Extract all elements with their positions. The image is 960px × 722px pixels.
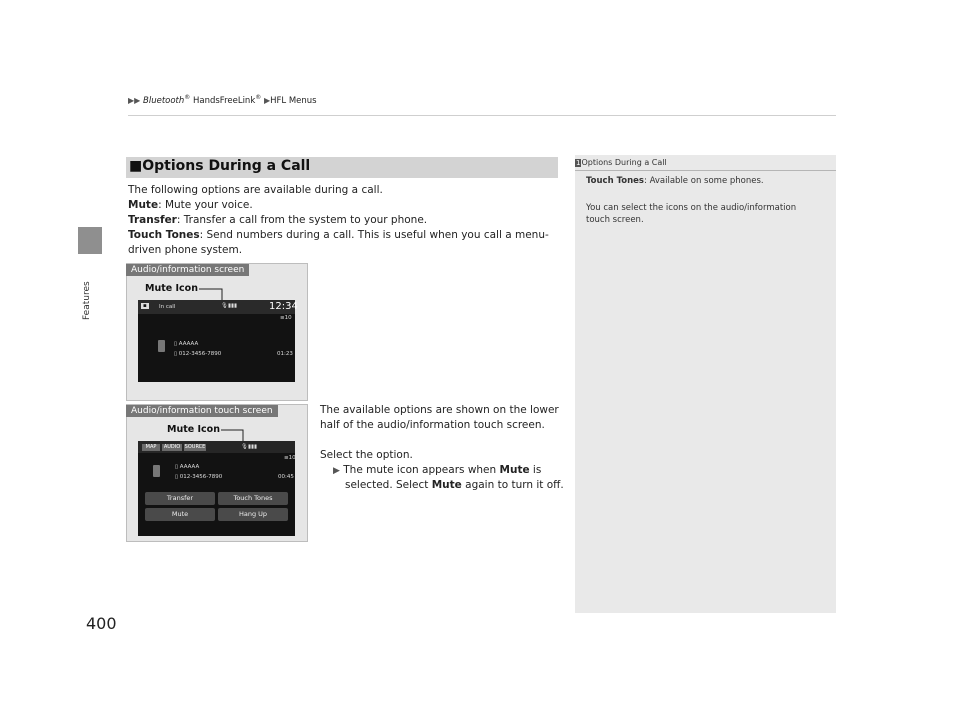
instruction-step: ▶ The mute icon appears when Mute is (333, 464, 542, 476)
breadcrumb-product: HandsFreeLink (190, 95, 256, 106)
mute-icon: 🎙▮▮▮ (221, 303, 238, 309)
chevron-right-icon: ▶▶ (128, 95, 141, 105)
chapter-tab-label: Features (82, 281, 92, 320)
chapter-tab (80, 258, 94, 328)
note-line-1: You can select the icons on the audio/information (586, 203, 797, 213)
note-number: 1 (576, 159, 581, 167)
option-touch-tones: Touch Tones: Send numbers during a call. This is useful when you call a menu- (128, 229, 549, 241)
figure-tag: Audio/information touch screen (126, 405, 278, 417)
call-duration: 00:45 (278, 474, 294, 480)
instruction-line-2: half of the audio/information touch screen. (320, 419, 545, 431)
chapter-tab-marker (78, 227, 102, 254)
caller-number: ▯ 012-3456-7890 (175, 474, 223, 480)
caller-name: ▯ AAAAA (175, 464, 200, 470)
mute-icon-callout: Mute Icon (145, 283, 198, 294)
signal-indicator: ≡10 (284, 455, 296, 461)
instruction-step-cont: selected. Select Mute again to turn it off. (345, 479, 564, 491)
section-title: ■Options During a Call (129, 158, 311, 174)
audio-screen (138, 300, 298, 382)
caller-number: ▯ 012-3456-7890 (174, 351, 222, 357)
breadcrumb-brand: Bluetooth (143, 95, 185, 106)
phone-device-icon (158, 340, 165, 352)
instruction-line-1: The available options are shown on the lower (320, 404, 559, 416)
page-number: 400 (86, 614, 117, 633)
intro-text: The following options are available during a call. (128, 184, 383, 196)
section-marker: ■ (129, 158, 143, 174)
chevron-right-icon: ▶ (263, 95, 271, 105)
call-status: In call (159, 304, 176, 310)
option-mute: Mute: Mute your voice. (128, 199, 253, 211)
phone-device-icon (153, 465, 160, 477)
breadcrumb-page: HFL Menus (270, 95, 317, 106)
breadcrumb: ▶▶ Bluetooth® HandsFreeLink® ▶HFL Menus (128, 94, 317, 106)
note-touch-tones: Touch Tones: Available on some phones. (586, 176, 764, 186)
option-continuation: driven phone system. (128, 244, 243, 256)
instruction-select: Select the option. (320, 449, 413, 461)
transfer-button[interactable]: Transfer (145, 492, 215, 505)
touch-tones-button[interactable]: Touch Tones (218, 492, 288, 505)
call-duration: 01:23 (277, 351, 293, 357)
touch-screen (138, 441, 295, 536)
figure-tag: Audio/information screen (126, 264, 249, 276)
mute-icon: 🎙▮▮▮ (241, 444, 258, 450)
arrow-icon: ▶ (333, 466, 340, 476)
hang-up-button[interactable]: Hang Up (218, 508, 288, 521)
phone-icon: ▪ (143, 303, 147, 309)
tab-source[interactable]: SOURCE (184, 444, 206, 450)
option-transfer: Transfer: Transfer a call from the system to your phone. (128, 214, 428, 226)
header-divider (128, 115, 836, 116)
mute-button[interactable]: Mute (145, 508, 215, 521)
signal-indicator: ≡10 (280, 315, 292, 321)
tab-map[interactable]: MAP (142, 444, 160, 451)
notes-heading: 1Options During a Call (576, 158, 667, 167)
caller-name: ▯ AAAAA (174, 341, 199, 347)
notes-divider (575, 170, 836, 171)
tab-audio[interactable]: AUDIO (163, 444, 181, 450)
clock: 12:34 (269, 301, 298, 312)
note-line-2: touch screen. (586, 215, 644, 225)
mute-icon-callout: Mute Icon (167, 424, 220, 435)
